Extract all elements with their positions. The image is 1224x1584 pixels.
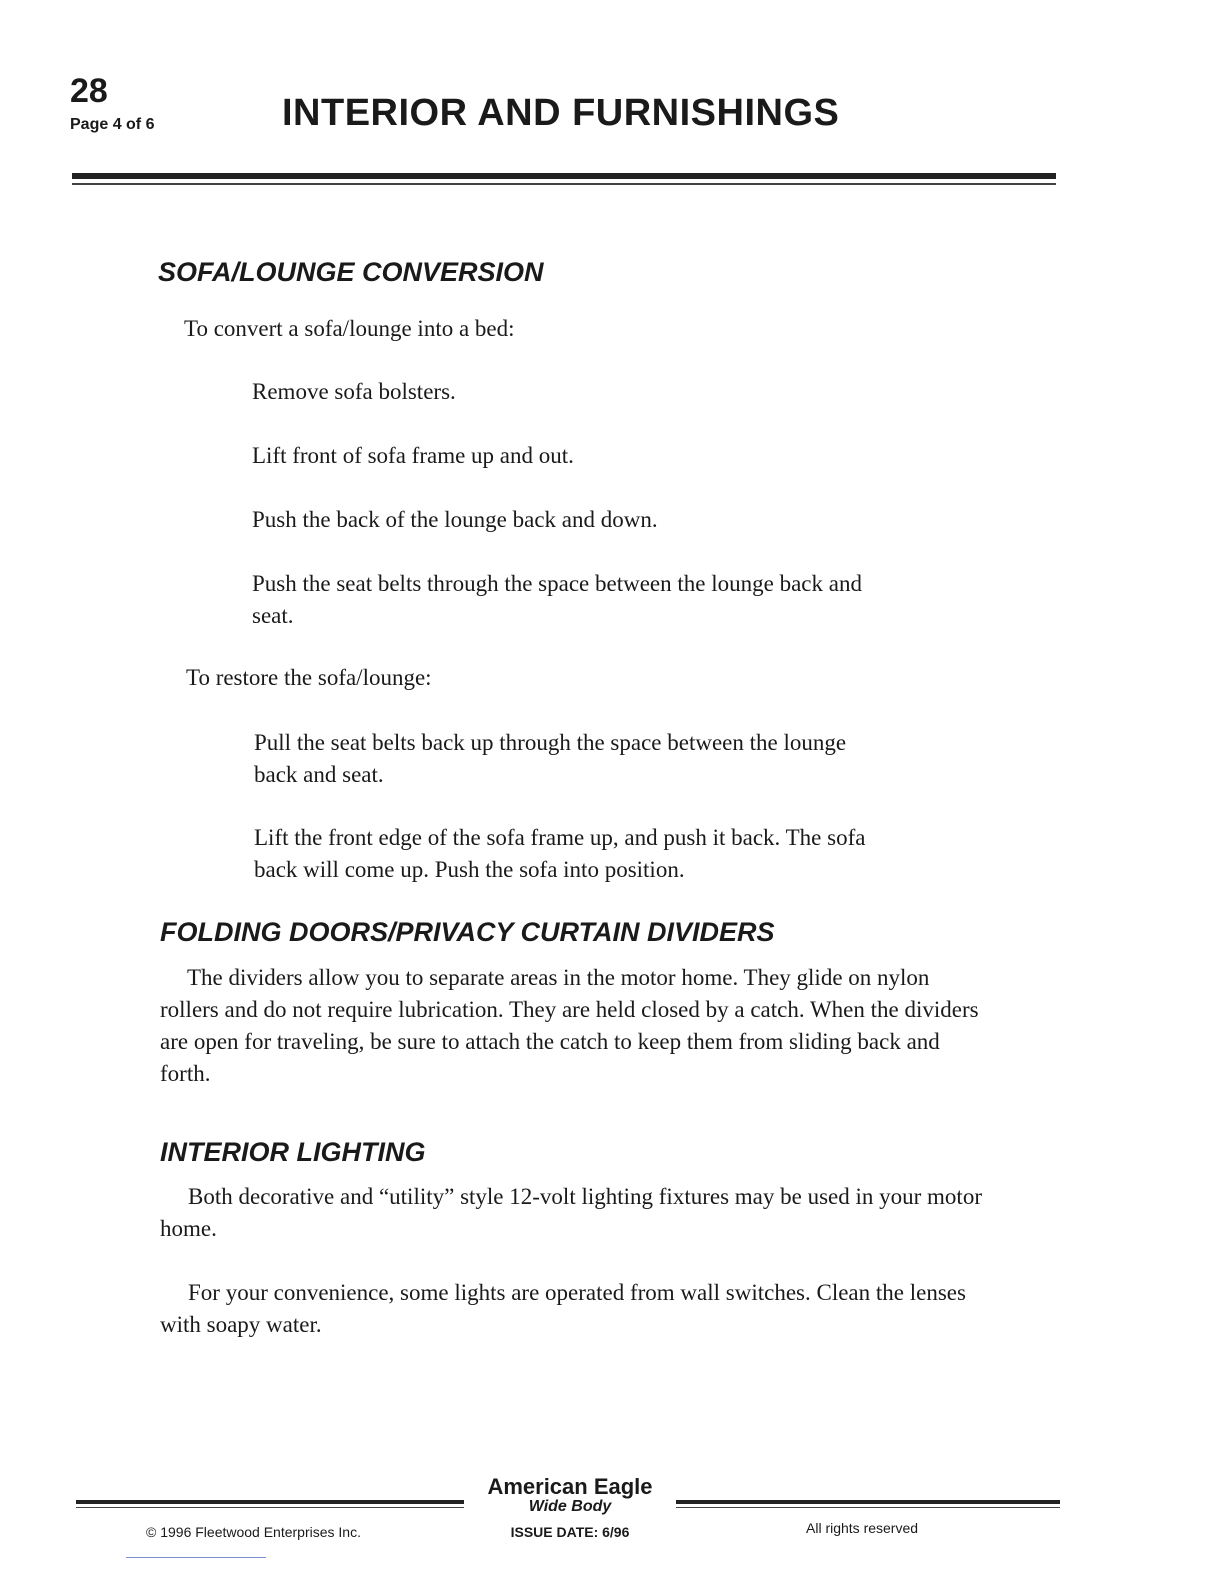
convert-step: Remove sofa bolsters. <box>252 379 456 404</box>
header-rule-thin <box>72 183 1056 185</box>
convert-step: Push the seat belts through the space between the lounge back and seat. <box>252 571 862 628</box>
convert-intro: To convert a sofa/lounge into a bed: <box>184 316 515 341</box>
footer-rule-right <box>676 1500 1060 1504</box>
copyright-notice: © 1996 Fleetwood Enterprises Inc. <box>146 1524 361 1540</box>
footer-rule-right-thin <box>676 1507 1060 1508</box>
brand-name: American Eagle <box>487 1474 653 1499</box>
convert-step: Push the back of the lounge back and down. <box>252 507 658 532</box>
rights-notice: All rights reserved <box>806 1520 919 1536</box>
restore-step: Pull the seat belts back up through the space between the lounge back and seat. <box>254 730 847 787</box>
footer-rule-left-thin <box>76 1507 464 1508</box>
footer-underline <box>126 1557 266 1558</box>
lighting-paragraph-1: Both decorative and “utility” style 12-volt lighting fixtures may be used in your motor home. <box>160 1184 982 1241</box>
brand-subtitle: Wide Body <box>528 1498 612 1515</box>
dividers-heading: FOLDING DOORS/PRIVACY CURTAIN DIVIDERS <box>160 917 775 947</box>
header-rule <box>72 173 1056 179</box>
convert-step: Lift front of sofa frame up and out. <box>252 443 574 468</box>
issue-date: ISSUE DATE: 6/96 <box>510 1524 630 1540</box>
dividers-paragraph: The dividers allow you to separate areas in the motor home. They glide on nylon rollers and do not require lubrication. They are held closed by a catch. When the dividers are open for traveling, be sure to attach the catch to keep them from sliding back and forth. <box>160 965 979 1086</box>
page-title: INTERIOR AND FURNISHINGS <box>282 92 840 134</box>
lighting-paragraph-2: For your convenience, some lights are operated from wall switches. Clean the lenses with soapy water. <box>160 1280 966 1337</box>
restore-intro: To restore the sofa/lounge: <box>186 665 432 690</box>
sofa-conversion-heading: SOFA/LOUNGE CONVERSION <box>158 257 544 287</box>
chapter-number: 28 <box>70 72 108 110</box>
footer-rule-left <box>76 1500 464 1504</box>
page-indicator: Page 4 of 6 <box>70 116 155 133</box>
restore-step: Lift the front edge of the sofa frame up, and push it back. The sofa back will come up. Push the sofa into position. <box>254 825 866 882</box>
lighting-heading: INTERIOR LIGHTING <box>160 1137 426 1167</box>
